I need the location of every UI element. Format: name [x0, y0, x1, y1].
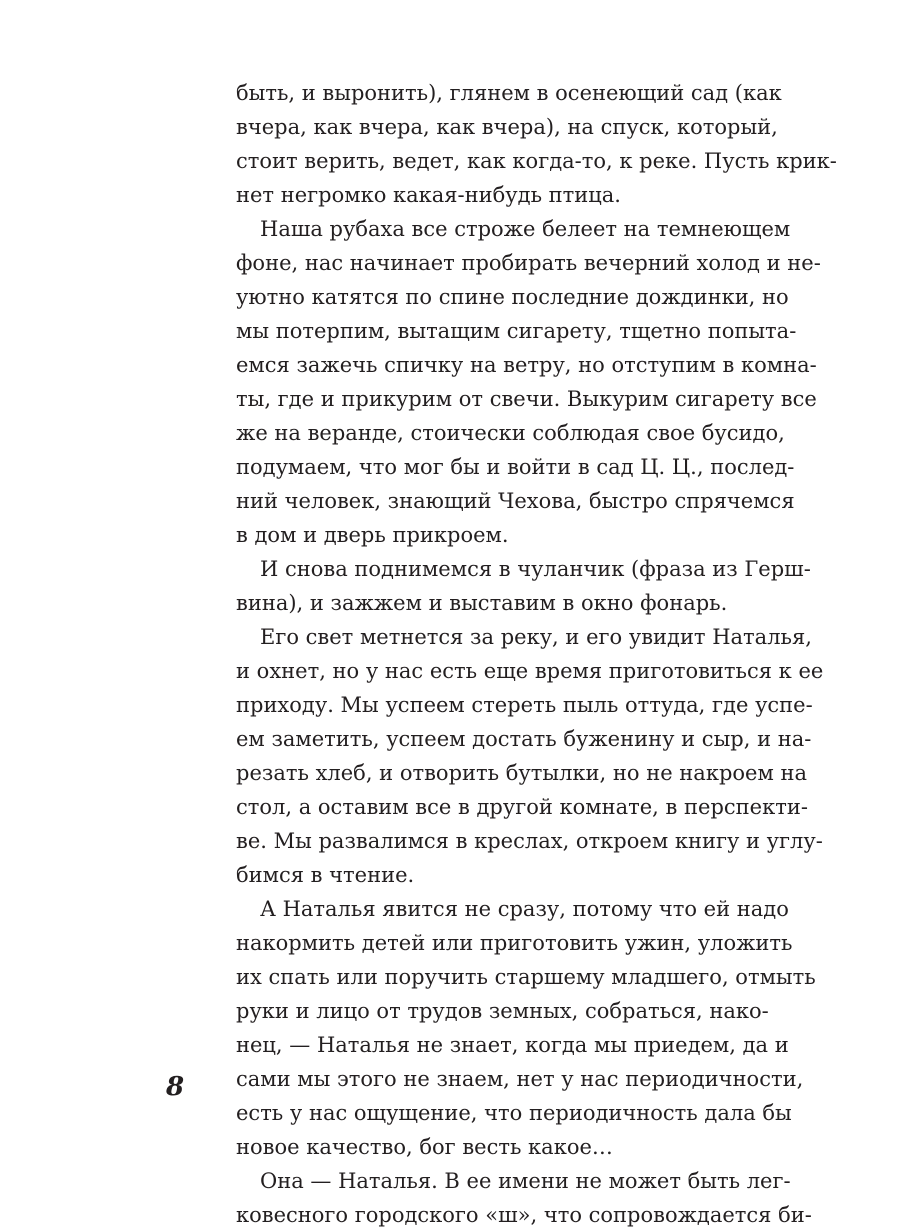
text-line: емся зажечь спичку на ветру, но отступим в комна- [236, 353, 817, 377]
text-line: И снова поднимемся в чуланчик (фраза из Герш- [260, 557, 811, 581]
text-line: быть, и выронить), глянем в осенеющий сад (как [236, 81, 782, 105]
text-line: бимся в чтение. [236, 863, 415, 887]
text-line: нец, — Наталья не знает, когда мы приедем, да и [236, 1033, 789, 1057]
text-line: уютно катятся по спине последние дождинки, но [236, 285, 789, 309]
text-line: руки и лицо от трудов земных, собраться, нако- [236, 999, 769, 1023]
text-line: ем заметить, успеем достать буженину и сыр, и на- [236, 727, 812, 751]
text-line: есть у нас ощущение, что периодичность дала бы [236, 1101, 792, 1125]
text-line: же на веранде, стоически соблюдая свое бусидо, [236, 421, 785, 445]
text-line: в дом и дверь прикроем. [236, 523, 509, 547]
text-line: их спать или поручить старшему младшего, отмыть [236, 965, 816, 989]
text-line: Его свет метнется за реку, и его увидит Наталья, [260, 625, 812, 649]
text-line: и охнет, но у нас есть еще время приготовиться к ее [236, 659, 824, 683]
page-number: 8 [166, 1072, 185, 1102]
text-line: резать хлеб, и отворить бутылки, но не накроем на [236, 761, 807, 785]
text-line: ве. Мы развалимся в креслах, откроем книгу и углу- [236, 829, 823, 853]
text-line: стол, а оставим все в другой комнате, в перспекти- [236, 795, 808, 819]
text-line: стоит верить, ведет, как когда-то, к реке. Пусть крик- [236, 149, 837, 173]
text-line: новое качество, бог весть какое… [236, 1135, 613, 1159]
text-line: фоне, нас начинает пробирать вечерний холод и не- [236, 251, 821, 275]
text-line: сами мы этого не знаем, нет у нас периодичности, [236, 1067, 804, 1091]
text-line: Наша рубаха все строже белеет на темнеющем [260, 217, 791, 241]
text-line: ний человек, знающий Чехова, быстро спрячемся [236, 489, 795, 513]
text-line: вчера, как вчера, как вчера), на спуск, который, [236, 115, 778, 139]
text-line: вина), и зажжем и выставим в окно фонарь. [236, 591, 728, 615]
text-line: ты, где и прикурим от свечи. Выкурим сигарету все [236, 387, 817, 411]
text-line: Она — Наталья. В ее имени не может быть лег- [260, 1169, 791, 1193]
text-line: приходу. Мы успеем стереть пыль оттуда, где успе- [236, 693, 813, 717]
text-line: подумаем, что мог бы и войти в сад Ц. Ц., послед- [236, 455, 795, 479]
text-line: мы потерпим, вытащим сигарету, тщетно попыта- [236, 319, 797, 343]
text-line: нет негромко какая-нибудь птица. [236, 183, 621, 207]
text-line: ковесного городского «ш», что сопровождается би- [236, 1203, 812, 1227]
text-line: накормить детей или приготовить ужин, уложить [236, 931, 793, 955]
text-line: А Наталья явится не сразу, потому что ей надо [260, 897, 789, 921]
page-body-text [236, 76, 837, 1232]
